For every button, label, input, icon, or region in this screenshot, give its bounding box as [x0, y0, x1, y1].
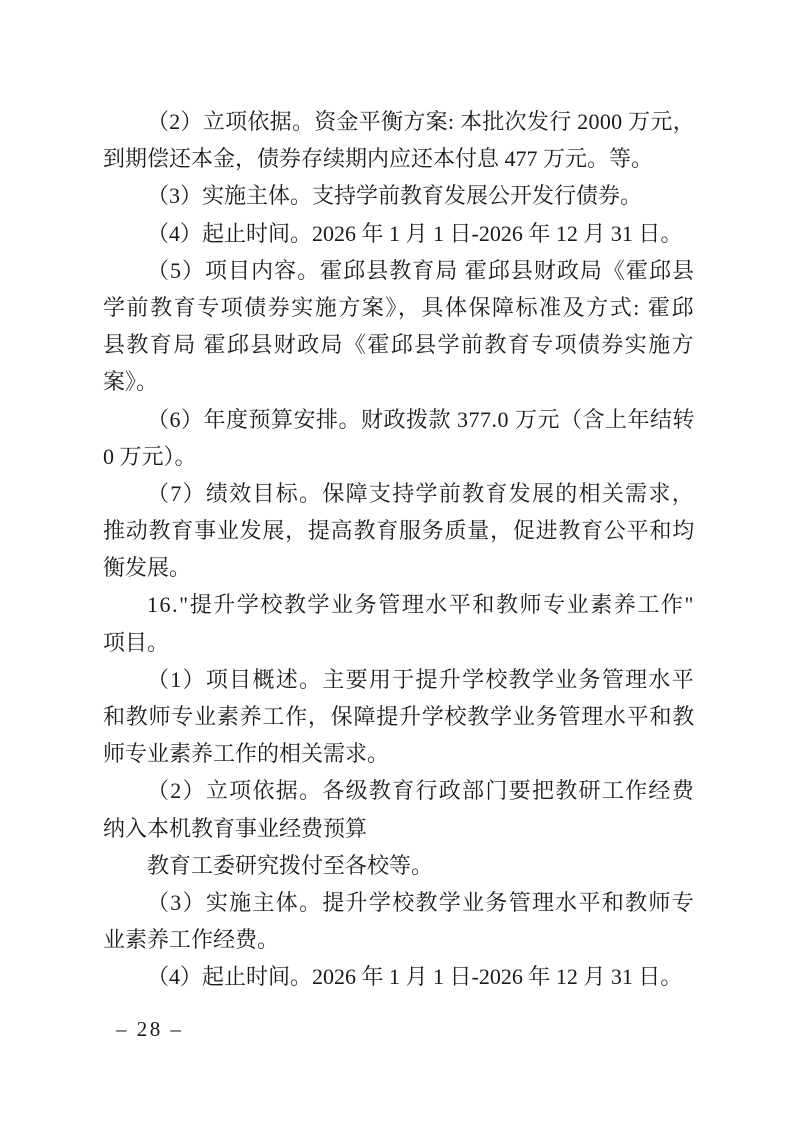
text-line: 0 万元）。: [103, 443, 197, 469]
text-line: （2）立项依据。各级教育行政部门要把教研工作经费: [147, 778, 695, 804]
text-line: 案》。: [103, 369, 159, 395]
page-number: – 28 –: [116, 1017, 184, 1041]
text-line: 业素养工作经费。: [103, 927, 280, 953]
text-line: （6）年度预算安排。财政拨款 377.0 万元（含上年结转: [147, 406, 695, 432]
text-line: （2）立项依据。资金平衡方案: 本批次发行 2000 万元，: [147, 109, 695, 134]
text-line: （3）实施主体。支持学前教育发展公开发行债券。: [147, 183, 643, 209]
text-line: （5）项目内容。霍邱县教育局 霍邱县财政局《霍邱县: [147, 257, 695, 283]
text-line: 衡发展。: [103, 555, 192, 581]
text-line: 师专业素养工作的相关需求。: [103, 741, 390, 767]
text-line: （1）项目概述。主要用于提升学校教学业务管理水平: [147, 666, 695, 692]
text-line: 纳入本机教育事业经费预算: [103, 815, 368, 841]
text-line: 16."提升学校教学业务管理水平和教师专业素养工作": [147, 592, 695, 618]
text-line: 到期偿还本金，债券存续期内应还本付息 477 万元。等。: [103, 146, 654, 172]
text-line: 县教育局 霍邱县财政局《霍邱县学前教育专项债券实施方: [103, 332, 695, 358]
text-line: 教育工委研究拨付至各校等。: [147, 852, 434, 878]
text-line: 推动教育事业发展，提高教育服务质量，促进教育公平和均: [103, 518, 695, 544]
text-line: 项目。: [103, 629, 170, 655]
text-line: （4）起止时间。2026 年 1 月 1 日-2026 年 12 月 31 日。: [147, 220, 683, 246]
text-line: （4）起止时间。2026 年 1 月 1 日-2026 年 12 月 31 日。: [147, 964, 683, 990]
text-line: 学前教育专项债券实施方案》，具体保障标准及方式: 霍邱: [103, 294, 695, 320]
text-line: （3）实施主体。提升学校教学业务管理水平和教师专: [147, 889, 695, 915]
text-line: （7）绩效目标。保障支持学前教育发展的相关需求，: [147, 480, 695, 506]
document-body: [103, 103, 695, 996]
text-line: 和教师专业素养工作，保障提升学校教学业务管理水平和教: [103, 704, 695, 729]
